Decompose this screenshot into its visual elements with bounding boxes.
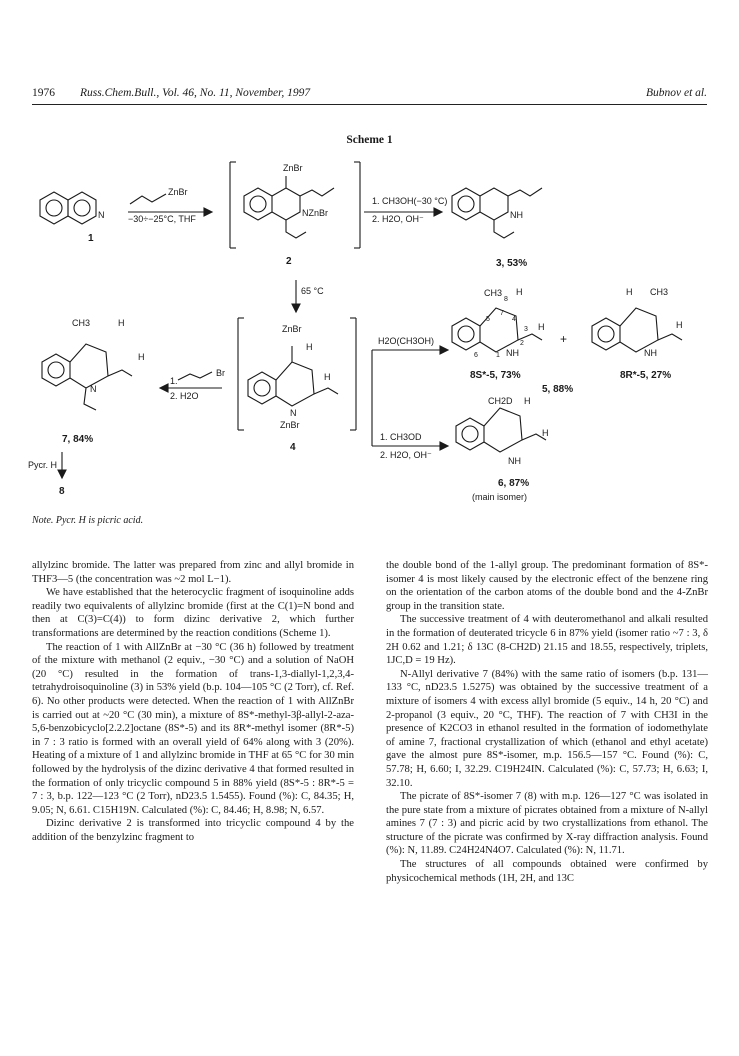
compound-8S-5-label: 8S*-5, 73%	[470, 370, 521, 381]
compound-3-label: 3, 53%	[496, 258, 528, 269]
compound-8R-5-label: 8R*-5, 27%	[620, 370, 672, 381]
compound-1-label: 1	[88, 233, 94, 244]
label-cond6b: 2. H2O, OH⁻	[380, 450, 432, 460]
compound-2-label: 2	[286, 256, 292, 267]
label-cond2b: 2. H2O, OH⁻	[372, 214, 424, 224]
label-h-7a: H	[118, 318, 125, 328]
compound-8-label: 8	[59, 486, 65, 497]
label-step2: 2. H2O	[170, 391, 199, 401]
label-nh-3: NH	[510, 210, 523, 220]
label-h-5b: H	[538, 322, 545, 332]
label-h-7b: H	[138, 352, 145, 362]
product-8R-5-structure	[592, 308, 682, 352]
label-znbr-reagent: ZnBr	[168, 187, 188, 197]
compound-4-label: 4	[290, 442, 296, 453]
reaction-arrow-1	[128, 194, 212, 216]
product-3-structure	[452, 188, 542, 238]
label-cond6a: 1. CH3OD	[380, 432, 422, 442]
label-n-4: N	[290, 408, 297, 418]
right-paragraph: The successive treatment of 4 with deuteromethanol and alkali resulted in the formation of deuterated tricycle 6 in 87% yield (isomer ratio ~7 : 3, δ 2H 0.62 and 1.21; δ 13C (8-CH2D) 21.15 and 18.55, respectively, triplets, 1JC,D = 19 Hz).	[386, 614, 708, 667]
label-pycr: Pycr. H	[28, 460, 58, 470]
label-h2o-ch3oh: H2O(CH3OH)	[378, 336, 435, 346]
label-nh-5: NH	[506, 348, 519, 358]
label-plus: +	[560, 332, 568, 346]
label-num8: 8	[504, 296, 508, 303]
label-num2: 2	[520, 340, 524, 347]
label-h-5a: H	[516, 287, 523, 297]
label-nznbr: NZnBr	[302, 208, 329, 218]
label-num4: 4	[512, 316, 516, 323]
right-paragraph: The picrate of 8S*-isomer 7 (8) with m.p. 126—127 °C was isolated in the pure state from a mixture of picrates obtained from a mixture of N-allyl amines 7 (7 : 3) and picric acid by two crystallizations from ethanol. The structure of the picrate was confirmed by X-ray diffraction analysis. Found (%): N, 11.89. C24H24N4O7. Calculated (%): N, 11.71.	[386, 791, 708, 857]
label-ch3-5: CH3	[484, 288, 503, 298]
left-paragraph: allylzinc bromide. The latter was prepared from zinc and allyl bromide in THF3—5 (the concentration was ~2 mol L−1).	[32, 560, 354, 585]
left-paragraph: Dizinc derivative 2 is transformed into tricyclic compound 4 by the addition of the benzylzinc fragment to	[32, 818, 354, 843]
heating-arrow	[292, 280, 300, 312]
scheme-drawing	[0, 0, 739, 520]
right-paragraph: N-Allyl derivative 7 (84%) with the same ratio of isomers (b.p. 131—133 °C, nD23.5 1.5275) was obtained by the successive treatment of a mixture of isomers 4 with excess allyl bromide (5 equiv., 14 h, 20 °C) and 2-propanol (3 equiv., 20 °C, THF). The reaction of 7 with CH3I in the presence of K2CO3 in ethanol resulted in the formation of iodomethylate of amine 7, fractional crystallization of which (ethanol and ethyl acetate) gave the almost pure 8S*-isomer, m.p. 156.5—157 °C. Found (%): C, 57.78; H, 6.60; I, 32.29. C19H24IN. Calculated (%): C, 57.73; H, 6.63; I, 32.10.	[386, 668, 708, 789]
intermediate-4-structure	[238, 318, 356, 430]
compound-6-label: 6, 87%	[498, 478, 530, 489]
intermediate-2-structure	[230, 162, 360, 248]
label-h-6b: H	[542, 428, 549, 438]
left-paragraph: The reaction of 1 with AllZnBr at −30 °C (36 h) followed by treatment of the mixture with methanol (2 equiv., −30 °C) and a solution of NaOH (20 °C) resulted in the formation of trans-1,3-diallyl-1,2,3,4-tetrahydroisoquinoline (3) in 53% yield (b.p. 104—105 °C (2 Torr), cf. Ref. 6). No other products were detected. When the reaction of 1 with AllZnBr is carried out at ~20 °C (30 min), a mixture of 8S*-methyl-3β-allyl-2-aza-5,6-benzobicyclo[2.2.2]octane (8S*-5) and its 8R*-methyl isomer (8R*-5) in 7 : 3 ratio is formed with an overall yield of 64% along with 3 (20%). Heating of a mixture of 1 and allylzinc bromide in THF at 65 °C for 30 min followed by the hydrolysis of the dizinc derivative 4 that formed resulted in the formation of only tricyclic compound 5 in 88% yield (8S*-5 : 8R*-5 = 7 : 3, b.p. 122—123 °C (2 Torr), nD23.5 1.5455). Found (%): C, 84.35; H, 9.05; N, 6.61. C15H19N. Calculated (%): C, 84.46; H, 8.98; N, 6.57.	[32, 641, 354, 816]
compound-5-label: 5, 88%	[542, 384, 574, 395]
product-7-structure	[42, 344, 132, 410]
label-h-4a: H	[306, 342, 313, 352]
label-num6: 6	[474, 352, 478, 359]
picrate-arrow	[58, 452, 66, 478]
label-h-5r: H	[626, 287, 633, 297]
label-h-5r2: H	[676, 320, 683, 330]
label-cond1: −30÷−25°C, THF	[128, 214, 196, 224]
product-8S-5-structure	[452, 308, 542, 352]
label-num7: 7	[500, 310, 504, 317]
right-paragraph: The structures of all compounds obtained were confirmed by physicochemical methods (1H, 2H, and 13C	[386, 859, 708, 884]
right-paragraph: the double bond of the 1-allyl group. The predominant formation of 8S*-isomer 4 is most likely caused by the electronic effect of the benzene ring on the orientation of the carbon atoms of the double bond and the 4-ZnBr group in the transition state.	[386, 560, 708, 612]
left-paragraph: We have established that the heterocyclic fragment of isoquinoline adds readily two equivalents of allylzinc bromide (first at the C(1)=N bond and then at C(3)=C(4)) to form dizinc derivative 2, which further transformations are determined by the reaction conditions (Scheme 1).	[32, 587, 354, 639]
left-column	[32, 559, 354, 844]
label-nh-5r: NH	[644, 348, 657, 358]
label-h-4b: H	[324, 372, 331, 382]
label-num3: 3	[524, 326, 528, 333]
label-br-reagent: Br	[216, 368, 225, 378]
label-step1: 1.	[170, 376, 178, 386]
label-nh-6: NH	[508, 456, 521, 466]
label-ch3-7: CH3	[72, 318, 91, 328]
scheme-title: Scheme 1	[346, 134, 393, 146]
label-main-isomer: (main isomer)	[472, 492, 528, 502]
running-authors: Bubnov et al.	[646, 87, 707, 99]
compound-7-label: 7, 84%	[62, 434, 94, 445]
label-znbr-4b: ZnBr	[280, 420, 300, 430]
label-znbr-4a: ZnBr	[282, 324, 302, 334]
label-cond2a: 1. CH3OH(−30 °C)	[372, 196, 448, 206]
label-n-7: N	[90, 384, 97, 394]
label-h-6a: H	[524, 396, 531, 406]
isoquinoline-structure	[40, 192, 96, 224]
label-num1: 1	[496, 352, 500, 359]
right-column	[386, 559, 708, 885]
scheme-note: Note. Pycr. H is picric acid.	[32, 515, 144, 526]
label-n-1: N	[98, 210, 105, 220]
label-heat: 65 °C	[301, 286, 324, 296]
label-ch2d: CH2D	[488, 396, 513, 406]
label-num5: 5	[486, 316, 490, 323]
label-znbr-top: ZnBr	[283, 163, 303, 173]
journal-citation: Russ.Chem.Bull., Vol. 46, No. 11, November, 1997	[80, 87, 311, 99]
product-6-structure	[456, 408, 546, 452]
label-ch3-5r: CH3	[650, 287, 669, 297]
page-number: 1976	[32, 87, 55, 99]
